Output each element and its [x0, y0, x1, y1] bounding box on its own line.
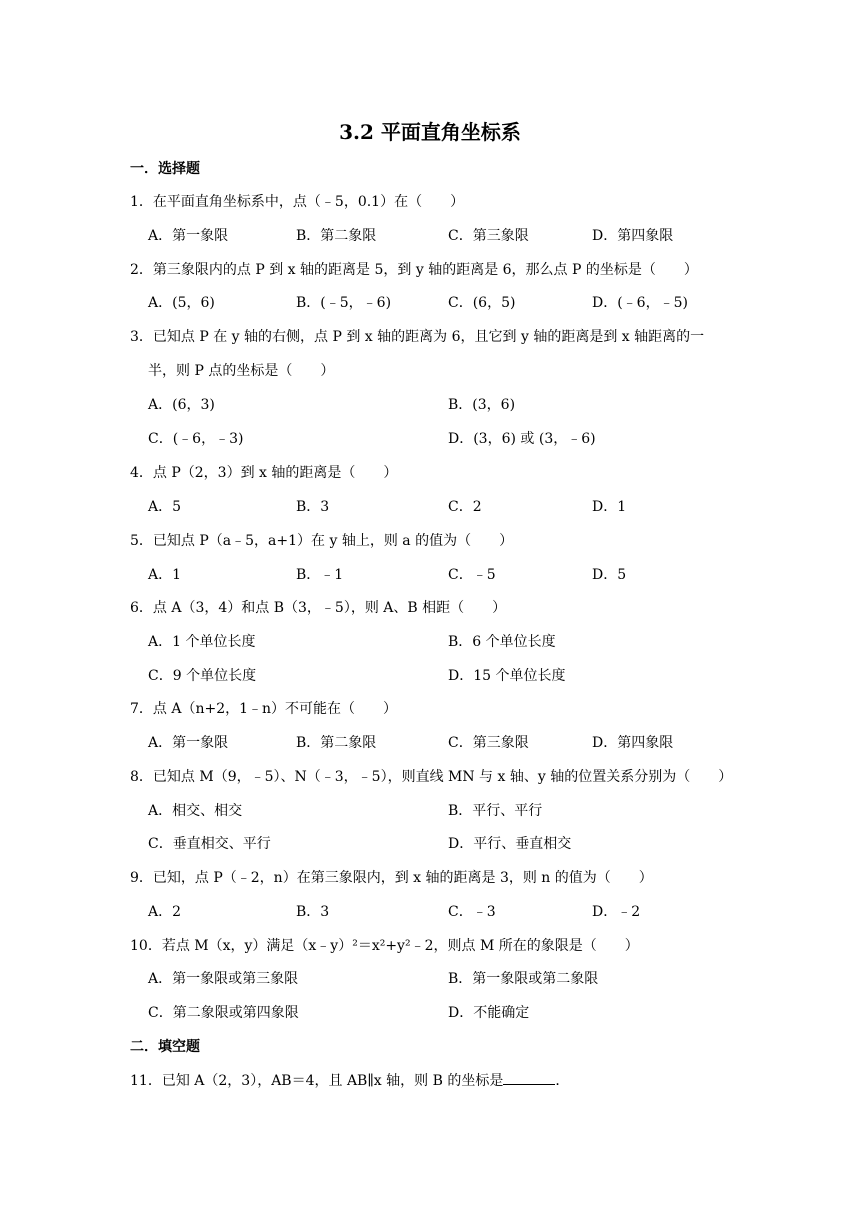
question-1: 1．在平面直角坐标系中，点（﹣5，0.1）在（ ）: [130, 194, 465, 210]
option-b: B．平行、平行: [448, 803, 543, 819]
question-3-continued: 半，则 P 点的坐标是（ ）: [148, 363, 335, 379]
option-c: C．第三象限: [448, 735, 529, 751]
question-4: 4．点 P（2，3）到 x 轴的距离是（ ）: [130, 465, 398, 481]
question-3: 3．已知点 P 在 y 轴的右侧，点 P 到 x 轴的距离为 6，且它到 y 轴的距离是到 x 轴距离的一: [130, 329, 705, 345]
option-a: A．第一象限: [148, 228, 229, 244]
option-a: A．(6，3): [148, 397, 215, 413]
section-heading-choice: 一．选择题: [130, 161, 200, 177]
option-b: B．第二象限: [296, 228, 377, 244]
option-c: C．﹣3: [448, 904, 496, 920]
option-b: B．第一象限或第二象限: [448, 971, 599, 987]
option-c: C．(6，5): [448, 295, 516, 311]
option-d: D．(3，6) 或 (3，﹣6): [448, 431, 596, 447]
question-7: 7．点 A（n+2，1﹣n）不可能在（ ）: [130, 701, 398, 717]
option-d: D．5: [592, 567, 627, 583]
option-d: D．平行、垂直相交: [448, 836, 572, 852]
question-8: 8．已知点 M（9，﹣5）、N（﹣3，﹣5），则直线 MN 与 x 轴、y 轴的位置关系分别为（ ）: [130, 769, 733, 785]
option-c: C．第三象限: [448, 228, 529, 244]
option-b: B．﹣1: [296, 567, 344, 583]
option-b: B．6 个单位长度: [448, 634, 556, 650]
option-a: A．2: [148, 904, 182, 920]
question-2: 2．第三象限内的点 P 到 x 轴的距离是 5，到 y 轴的距离是 6，那么点 P 的坐标是（ ）: [130, 262, 698, 278]
option-d: D．不能确定: [448, 1005, 530, 1021]
option-d: D．第四象限: [592, 228, 674, 244]
option-b: B．第二象限: [296, 735, 377, 751]
question-11-text: 11．已知 A（2，3），AB＝4，且 AB∥x 轴，则 B 的坐标是: [130, 1073, 504, 1089]
question-6: 6．点 A（3，4）和点 B（3，﹣5），则 A、B 相距（ ）: [130, 600, 507, 616]
option-c: C．2: [448, 499, 482, 515]
option-a: A．相交、相交: [148, 803, 243, 819]
question-11-tail: ．: [555, 1073, 570, 1089]
page-title: 3.2 平面直角坐标系: [339, 120, 521, 144]
option-d: D．1: [592, 499, 627, 515]
option-d: D．﹣2: [592, 904, 641, 920]
option-a: A．(5，6): [148, 295, 215, 311]
question-11: [130, 1070, 740, 1090]
option-b: B．3: [296, 904, 330, 920]
option-c: C．(﹣6，﹣3): [148, 431, 244, 447]
option-c: C．第二象限或第四象限: [148, 1005, 299, 1021]
option-a: A．第一象限: [148, 735, 229, 751]
section-heading-fill: 二．填空题: [130, 1039, 200, 1055]
option-d: D．(﹣6，﹣5): [592, 295, 688, 311]
option-d: D．15 个单位长度: [448, 668, 566, 684]
option-a: A．1 个单位长度: [148, 634, 256, 650]
question-5: 5．已知点 P（a﹣5，a+1）在 y 轴上，则 a 的值为（ ）: [130, 533, 514, 549]
option-c: C．9 个单位长度: [148, 668, 257, 684]
question-10: 10．若点 M（x，y）满足（x﹣y）²＝x²+y²﹣2，则点 M 所在的象限是（ ）: [130, 938, 639, 954]
option-d: D．第四象限: [592, 735, 674, 751]
option-a: A．1: [148, 567, 182, 583]
option-a: A．5: [148, 499, 182, 515]
option-c: C．垂直相交、平行: [148, 836, 271, 852]
option-b: B．3: [296, 499, 330, 515]
option-b: B．(3，6): [448, 397, 516, 413]
question-9: 9．已知，点 P（﹣2，n）在第三象限内，到 x 轴的距离是 3，则 n 的值为（ ）: [130, 870, 653, 886]
option-b: B．(﹣5，﹣6): [296, 295, 392, 311]
option-c: C．﹣5: [448, 567, 496, 583]
option-a: A．第一象限或第三象限: [148, 971, 299, 987]
answer-blank: [503, 1072, 555, 1085]
